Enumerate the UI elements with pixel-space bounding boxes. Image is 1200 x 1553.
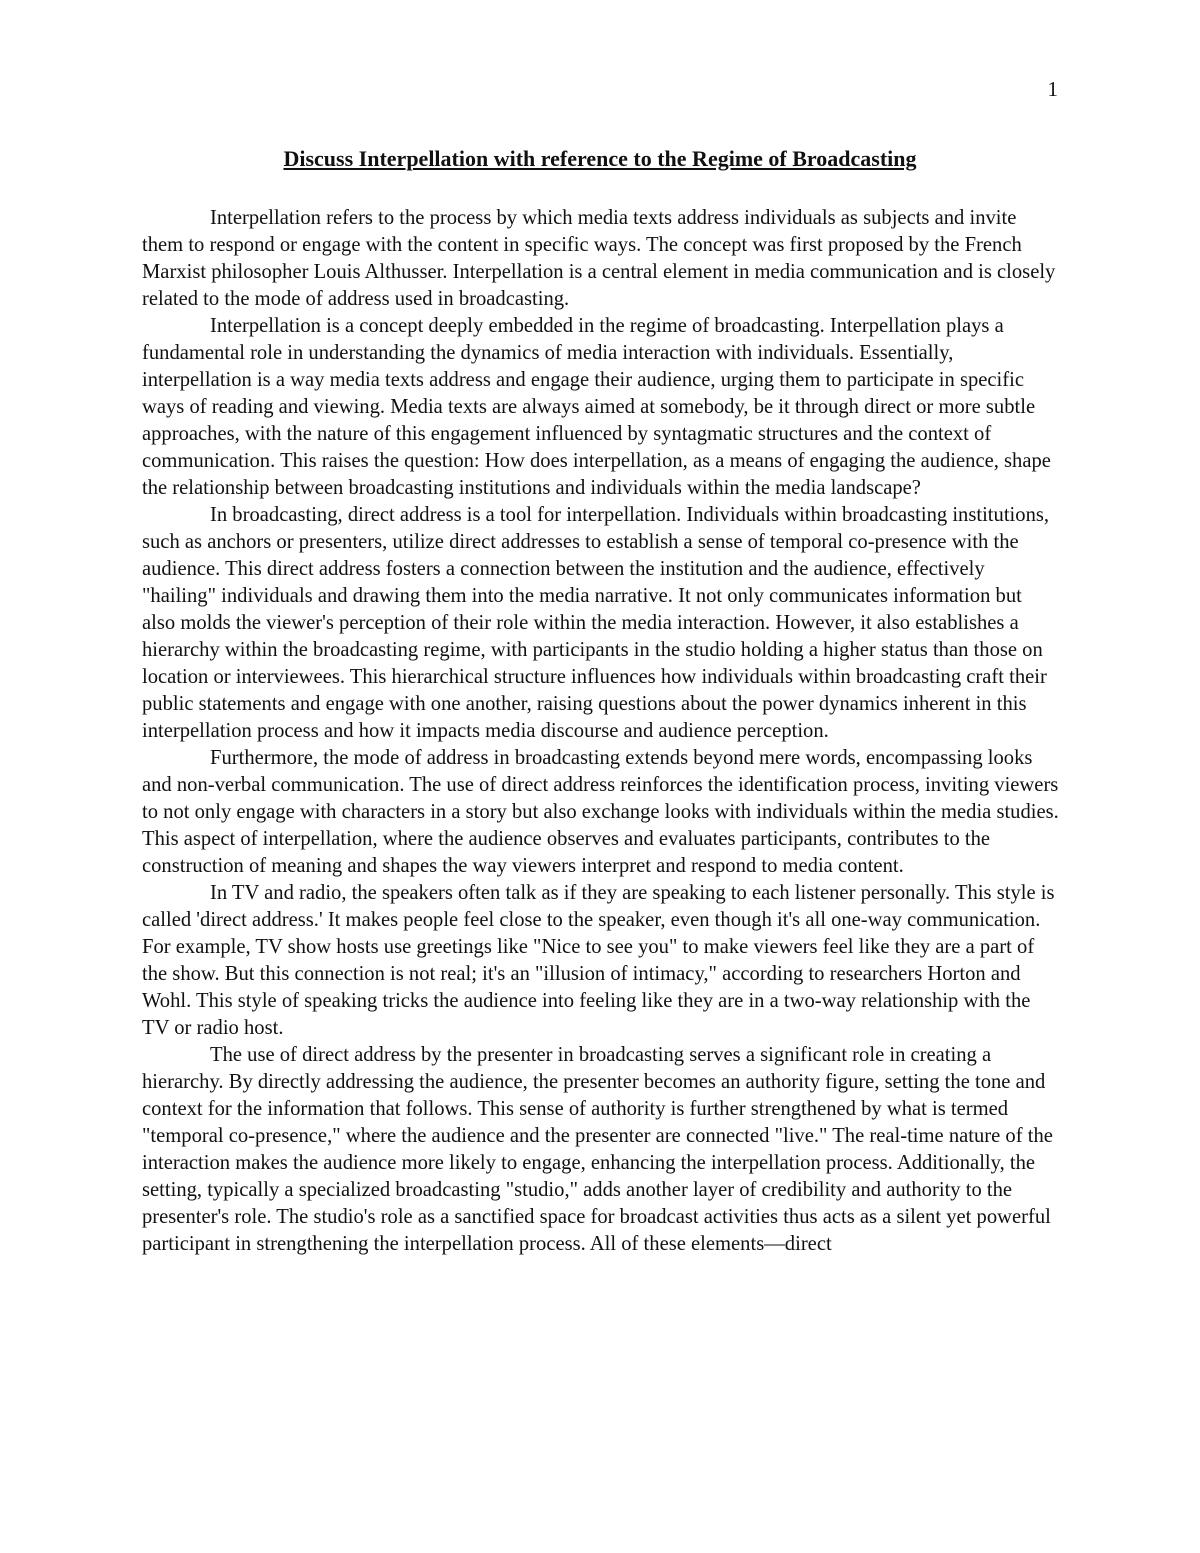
paragraph-5: In TV and radio, the speakers often talk as if they are speaking to each listener personally. This style is called 'direct address.' It makes people feel close to the speaker, even though it's all one-way communication. For example, TV show hosts use greetings like "Nice to see you" to make viewers feel like they are a part of the show. But this connection is not real; it's an "illusion of intimacy," according to researchers Horton and Wohl. This style of speaking tricks the audience into feeling like they are in a two-way relationship with the TV or radio host. [142,882,1055,1039]
paragraph-6: The use of direct address by the presenter in broadcasting serves a significant role in creating a hierarchy. By directly addressing the audience, the presenter becomes an authority figure, setting the tone and context for the information that follows. This sense of authority is further strengthened by what is termed "temporal co-presence," where the audience and the presenter are connected "live." The real-time nature of the interaction makes the audience more likely to engage, enhancing the interpellation process. Additionally, the setting, typically a specialized broadcasting "studio," adds another layer of credibility and authority to the presenter's role. The studio's role as a sanctified space for broadcast activities thus acts as a silent yet powerful participant in strengthening the interpellation process. All of these elements—direct [142,1044,1053,1255]
paragraph-1: Interpellation refers to the process by which media texts address individuals as subjects and invite them to respond or engage with the content in specific ways. The concept was first proposed by the French Marxist philosopher Louis Althusser. Interpellation is a central element in media communication and is closely related to the mode of address used in broadcasting. [142,207,1056,310]
document-body [142,205,1060,1258]
paragraph-4: Furthermore, the mode of address in broadcasting extends beyond mere words, encompassing looks and non-verbal communication. The use of direct address reinforces the identification process, inviting viewers to not only engage with characters in a story but also exchange looks with individuals within the media studies. This aspect of interpellation, where the audience observes and evaluates participants, contributes to the construction of meaning and shapes the way viewers interpret and respond to media content. [142,747,1059,877]
document-title: Discuss Interpellation with reference to the Regime of Broadcasting [283,146,917,171]
paragraph-2: Interpellation is a concept deeply embedded in the regime of broadcasting. Interpellation plays a fundamental role in understanding the dynamics of media interaction with individuals. Essentially, interpellation is a way media texts address and engage their audience, urging them to participate in specific ways of reading and viewing. Media texts are always aimed at somebody, be it through direct or more subtle approaches, with the nature of this engagement influenced by syntagmatic structures and the context of communication. This raises the question: How does interpellation, as a means of engaging the audience, shape the relationship between broadcasting institutions and individuals within the media landscape? [142,315,1051,499]
page-number: 1 [1047,77,1058,101]
paragraph-3: In broadcasting, direct address is a tool for interpellation. Individuals within broadcasting institutions, such as anchors or presenters, utilize direct addresses to establish a sense of temporal co-presence with the audience. This direct address fosters a connection between the institution and the audience, effectively "hailing" individuals and drawing them into the media narrative. It not only communicates information but also molds the viewer's perception of their role within the media interaction. However, it also establishes a hierarchy within the broadcasting regime, with participants in the studio holding a higher status than those on location or interviewees. This hierarchical structure influences how individuals within broadcasting craft their public statements and engage with one another, raising questions about the power dynamics inherent in this interpellation process and how it impacts media discourse and audience perception. [142,504,1050,742]
